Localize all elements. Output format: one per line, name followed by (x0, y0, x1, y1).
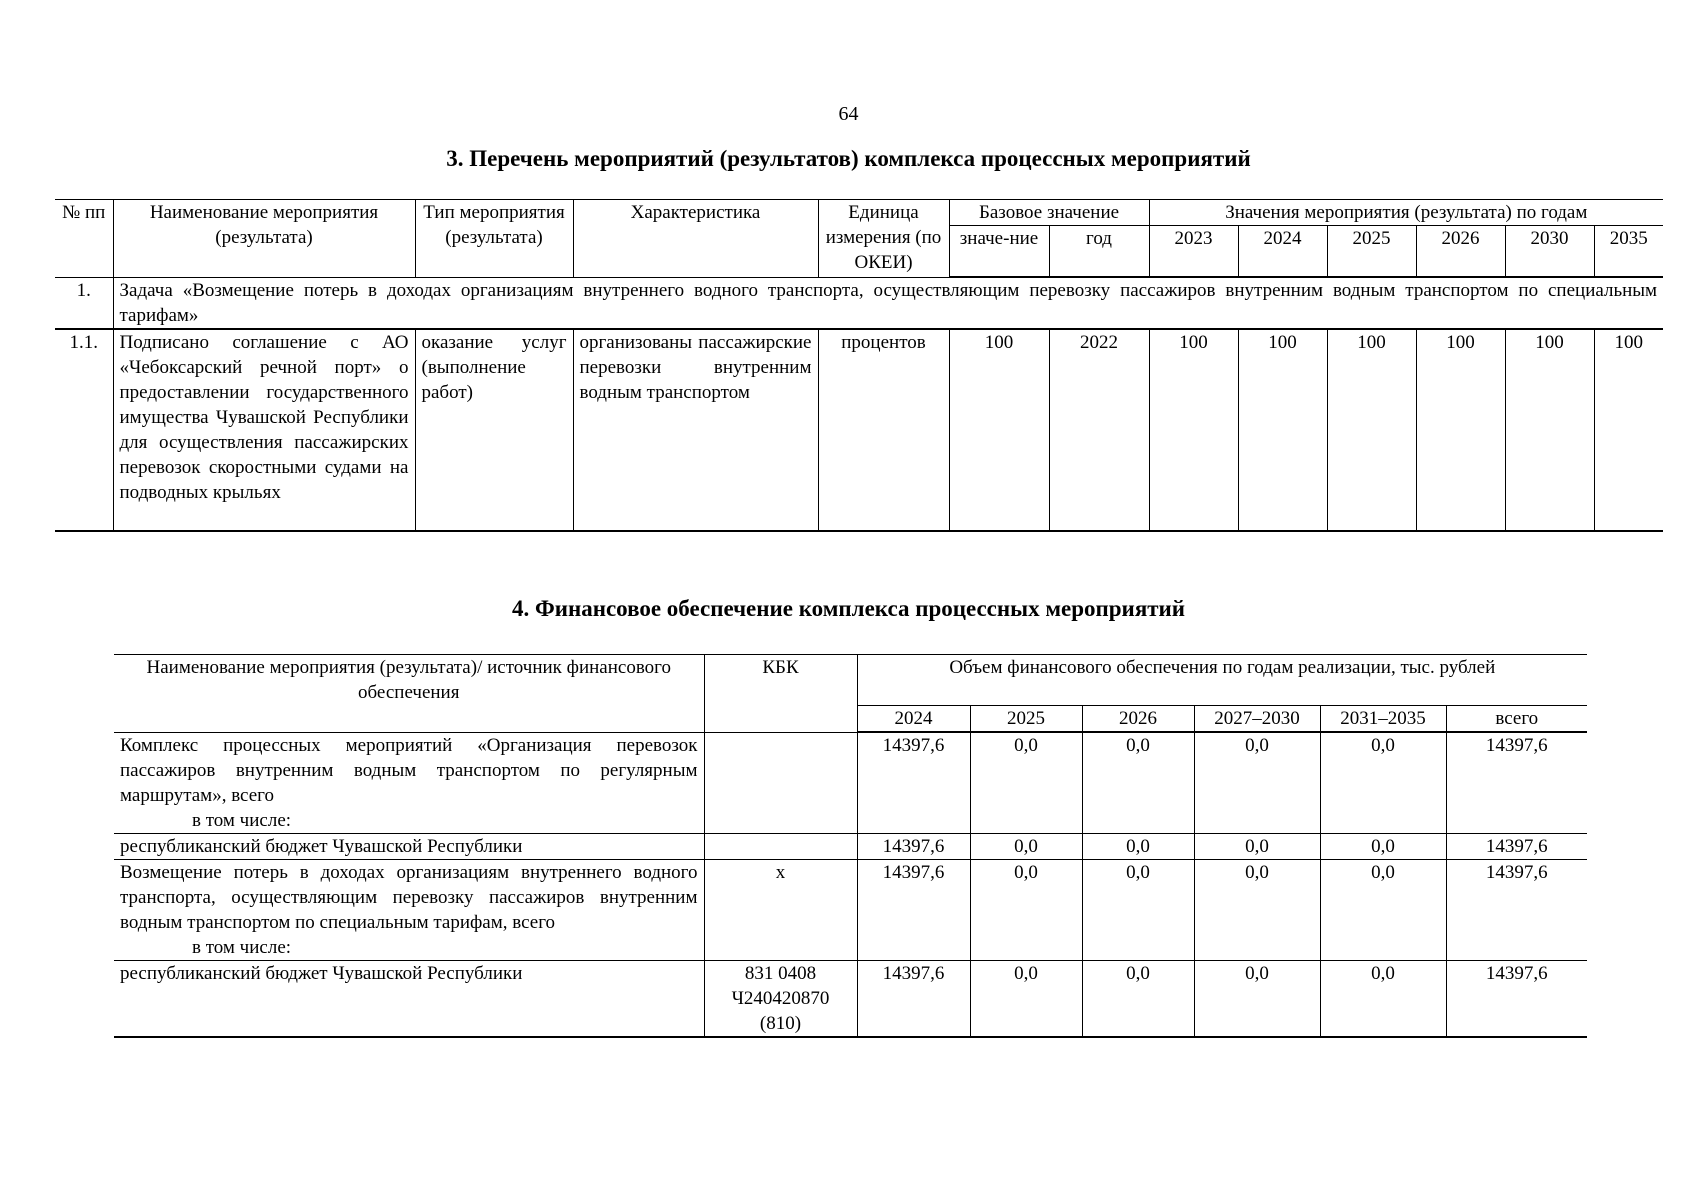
fin-row-name (114, 732, 704, 833)
fin-row-value: 14397,6 (1446, 833, 1587, 859)
year-header: 2023 (1149, 226, 1238, 278)
row-base-year: 2022 (1049, 329, 1149, 531)
table-row (114, 859, 1587, 960)
fin-row-value: 0,0 (1320, 833, 1446, 859)
fin-year-header: 2024 (857, 706, 970, 733)
col-base-value-header: значе-ние (949, 226, 1049, 278)
fin-year-header: 2026 (1082, 706, 1194, 733)
fin-row-value: 14397,6 (857, 732, 970, 833)
fin-year-header: 2025 (970, 706, 1082, 733)
fin-row-sub: в том числе: (192, 936, 292, 958)
fin-row-value: 0,0 (1320, 859, 1446, 960)
fin-row-value: 0,0 (1194, 732, 1320, 833)
col-base-header: Базовое значение (949, 200, 1149, 226)
row-num: 1.1. (55, 329, 113, 531)
fin-row-name (114, 859, 704, 960)
fin-row-value: 0,0 (970, 859, 1082, 960)
measures-table (55, 199, 1663, 532)
fin-name-header: Наименование мероприятия (результата)/ источник финансового обеспечения (114, 655, 704, 733)
fin-row-name: республиканский бюджет Чувашской Республики (114, 960, 704, 1037)
row-char: организованы пассажирские перевозки внутренним водным транспортом (573, 329, 818, 531)
fin-kbk-header: КБК (704, 655, 857, 733)
fin-row-value: 14397,6 (1446, 732, 1587, 833)
fin-row-name-text: Возмещение потерь в доходах организациям внутреннего водного транспорта, осуществляющим перевозку пассажиров внутренним водным транспортом по специальным тарифам, всего (120, 861, 698, 933)
year-header: 2026 (1416, 226, 1505, 278)
fin-row-value: 0,0 (1082, 732, 1194, 833)
year-header: 2035 (1594, 226, 1663, 278)
fin-row-value: 14397,6 (857, 859, 970, 960)
year-header: 2024 (1238, 226, 1327, 278)
fin-row-value: 0,0 (1082, 833, 1194, 859)
fin-row-name: республиканский бюджет Чувашской Республики (114, 833, 704, 859)
table-row (55, 329, 1663, 531)
page-number: 64 (838, 103, 859, 125)
row-value: 100 (1149, 329, 1238, 531)
table-row (114, 833, 1587, 859)
col-base-year-header: год (1049, 226, 1149, 278)
fin-row-kbk (704, 833, 857, 859)
col-type-header: Тип мероприятия (результата) (415, 200, 573, 278)
fin-year-header: 2031–2035 (1320, 706, 1446, 733)
fin-row-value: 0,0 (970, 833, 1082, 859)
row-value: 100 (1416, 329, 1505, 531)
fin-volume-header: Объем финансового обеспечения по годам реализации, тыс. рублей (857, 655, 1587, 706)
year-header: 2030 (1505, 226, 1594, 278)
financing-table (114, 654, 1587, 1038)
fin-row-value: 0,0 (1082, 859, 1194, 960)
fin-row-value: 0,0 (1320, 732, 1446, 833)
fin-row-value: 14397,6 (857, 833, 970, 859)
section-4-title: 4. Финансовое обеспечение комплекса процессных мероприятий (511, 596, 1186, 621)
fin-row-value: 0,0 (970, 960, 1082, 1037)
fin-row-value: 0,0 (1194, 960, 1320, 1037)
fin-row-sub: в том числе: (192, 809, 292, 831)
fin-row-value: 0,0 (1194, 833, 1320, 859)
fin-row-value: 0,0 (1320, 960, 1446, 1037)
fin-row-name-text: Комплекс процессных мероприятий «Организация перевозок пассажиров внутренним водным транспортом по регулярным маршрутам», всего (120, 734, 698, 806)
fin-year-header: всего (1446, 706, 1587, 733)
row-value: 100 (1327, 329, 1416, 531)
fin-row-value: 0,0 (1194, 859, 1320, 960)
table-row (114, 960, 1587, 1037)
fin-row-value: 14397,6 (1446, 859, 1587, 960)
year-header: 2025 (1327, 226, 1416, 278)
fin-row-value: 0,0 (1082, 960, 1194, 1037)
fin-row-kbk: 831 0408 Ч240420870 (810) (704, 960, 857, 1037)
task-text: Задача «Возмещение потерь в доходах организациям внутреннего водного транспорта, осуществляющим перевозку пассажиров внутренним водным транспортом по специальным тарифам» (113, 277, 1663, 329)
row-base-value: 100 (949, 329, 1049, 531)
row-value: 100 (1505, 329, 1594, 531)
col-values-header: Значения мероприятия (результата) по годам (1149, 200, 1663, 226)
row-value: 100 (1238, 329, 1327, 531)
col-num-header: № пп (55, 200, 113, 278)
fin-row-value: 0,0 (970, 732, 1082, 833)
row-name: Подписано соглашение с АО «Чебоксарский речной порт» о предоставлении государственного имущества Чувашской Республики для осуществления пассажирских перевозок скоростными судами на подводных крыльях (113, 329, 415, 531)
col-char-header: Характеристика (573, 200, 818, 278)
col-name-header: Наименование мероприятия (результата) (113, 200, 415, 278)
row-unit: процентов (818, 329, 949, 531)
fin-year-header: 2027–2030 (1194, 706, 1320, 733)
table-row (114, 732, 1587, 833)
section-3-title: 3. Перечень мероприятий (результатов) комплекса процессных мероприятий (446, 146, 1251, 171)
row-value: 100 (1594, 329, 1663, 531)
row-type: оказание услуг (выполнение работ) (415, 329, 573, 531)
fin-row-kbk (704, 732, 857, 833)
fin-row-value: 14397,6 (1446, 960, 1587, 1037)
fin-row-kbk: х (704, 859, 857, 960)
task-num: 1. (55, 277, 113, 329)
col-unit-header: Единица измерения (по ОКЕИ) (818, 200, 949, 278)
fin-row-value: 14397,6 (857, 960, 970, 1037)
